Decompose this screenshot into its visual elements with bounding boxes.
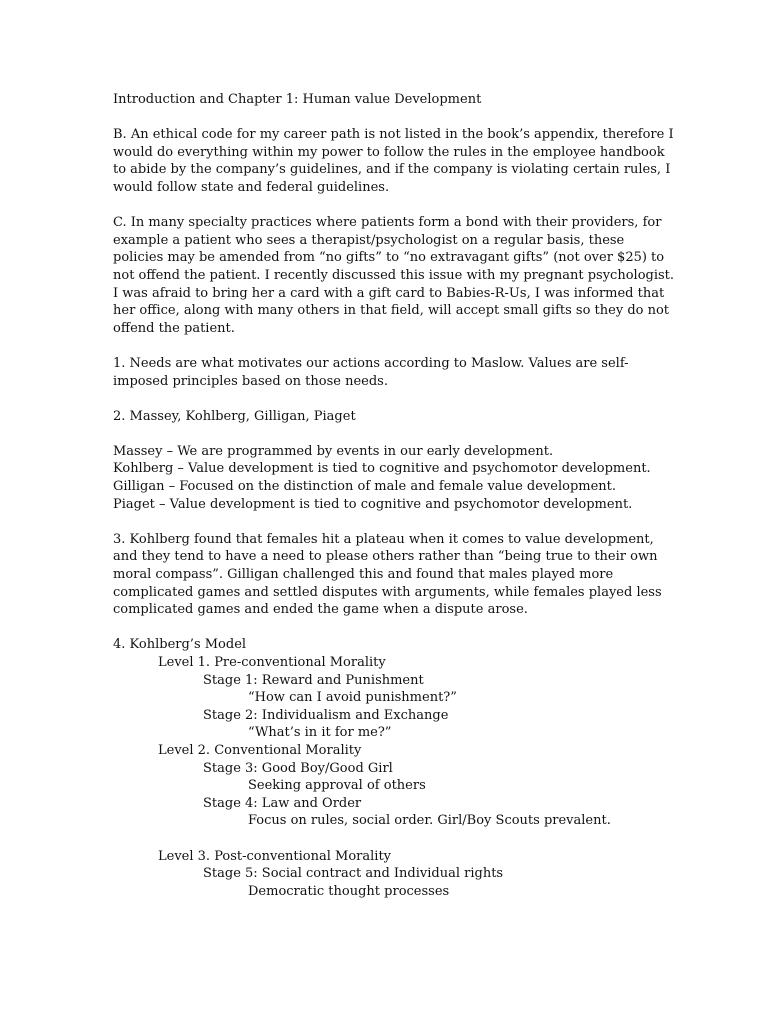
spacer [113,619,673,637]
stage-2: Stage 2: Individualism and Exchange [203,707,449,723]
stage-5-note: Democratic thought processes [248,883,450,899]
text-line: imposed principles based on those needs. [113,373,388,389]
text-line: offend the patient. [113,320,235,336]
text-line: her office, along with many others in that field, will accept small gifts so they do not [113,303,670,319]
text-line: would do everything within my power to follow the rules in the employee handbook [113,144,665,160]
text-line: would follow state and federal guidelines. [113,179,390,195]
section-c-paragraph [113,214,673,337]
spacer [113,109,673,127]
text-line: example a patient who sees a therapist/psychologist on a regular basis, these [113,232,625,248]
stage-4-note: Focus on rules, social order. Girl/Boy Scouts prevalent. [248,813,611,829]
spacer [113,197,673,215]
stage-4: Stage 4: Law and Order [203,795,362,811]
text-line: C. In many specialty practices where patients form a bond with their providers, for [113,215,662,231]
stage-2-note: “What’s in it for me?” [248,725,392,741]
kohlberg-model-outline [113,636,673,900]
spacer [113,337,673,355]
text-line: 3. Kohlberg found that females hit a plateau when it comes to value development, [113,531,654,547]
model-heading: 4. Kohlberg’s Model [113,637,247,653]
theorist-massey: Massey – We are programmed by events in our early development. [113,443,554,459]
text-line: complicated games and ended the game when a dispute arose. [113,602,528,618]
stage-3-note: Seeking approval of others [248,778,426,794]
text-line: not offend the patient. I recently discussed this issue with my pregnant psychologist. [113,267,675,283]
text-line: policies may be amended from “no gifts” to “no extravagant gifts” (not over $25) to [113,250,665,266]
document-body [113,91,673,900]
theorist-list [113,443,673,513]
spacer [113,513,673,531]
theorist-gilligan: Gilligan – Focused on the distinction of male and female value development. [113,479,617,495]
spacer [113,830,673,848]
text-line: and they tend to have a need to please others rather than “being true to their own [113,549,658,565]
answer-1-paragraph [113,355,673,390]
text-line: I was afraid to bring her a card with a gift card to Babies-R-Us, I was informed that [113,285,665,301]
theorist-piaget: Piaget – Value development is tied to cognitive and psychomotor development. [113,496,633,512]
theorist-kohlberg: Kohlberg – Value development is tied to cognitive and psychomotor development. [113,461,651,477]
stage-1: Stage 1: Reward and Punishment [203,672,424,688]
text-line: moral compass”. Gilligan challenged this and found that males played more [113,567,614,583]
text-line: B. An ethical code for my career path is not listed in the book’s appendix, therefore I [113,127,674,143]
text-line: complicated games and settled disputes with arguments, while females played less [113,584,662,600]
stage-1-note: “How can I avoid punishment?” [248,690,457,706]
section-b-paragraph [113,126,673,196]
document-title: Introduction and Chapter 1: Human value Development [113,92,482,107]
level-3: Level 3. Post-conventional Morality [158,848,392,864]
level-2: Level 2. Conventional Morality [158,742,362,758]
spacer [113,390,673,408]
answer-3-paragraph [113,531,673,619]
spacer [113,425,673,443]
text-line: 1. Needs are what motivates our actions according to Maslow. Values are self- [113,355,629,371]
stage-3: Stage 3: Good Boy/Good Girl [203,760,393,776]
level-1: Level 1. Pre-conventional Morality [158,655,386,670]
stage-5: Stage 5: Social contract and Individual rights [203,866,504,882]
text-line: to abide by the company’s guidelines, and if the company is violating certain rules, I [113,162,671,178]
answer-2-heading: 2. Massey, Kohlberg, Gilligan, Piaget [113,408,356,424]
